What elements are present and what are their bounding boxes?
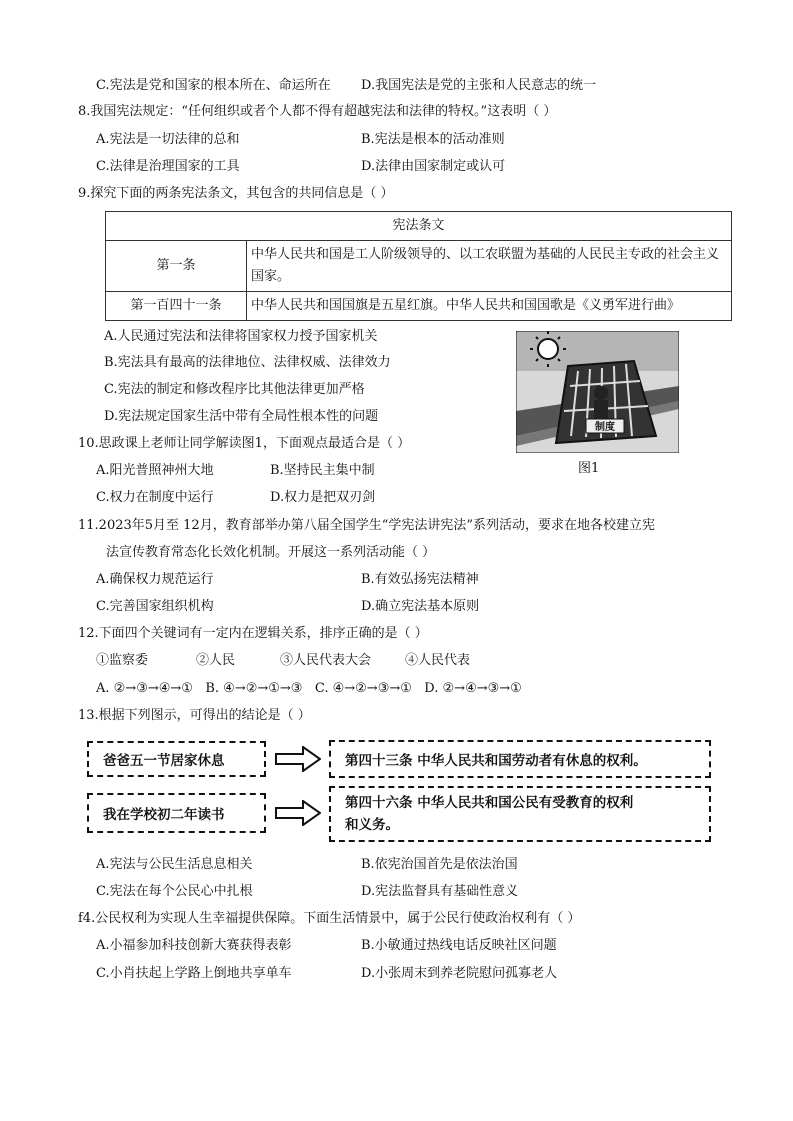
q9-option-b: B.宪法具有最高的法律地位、法律权威、法律效力 bbox=[104, 355, 391, 370]
q13-article-2-text-line1: 第四十六条 中华人民共和国公民有受教育的权利 bbox=[345, 795, 634, 811]
figure-caption: 图1 bbox=[578, 461, 600, 476]
q7-option-c: C.宪法是党和国家的根本所在、命运所在 bbox=[96, 78, 331, 93]
q11-option-c: C.完善国家组织机构 bbox=[96, 599, 214, 614]
q11-option-d: D.确立宪法基本原则 bbox=[361, 599, 480, 614]
q9-stem: 9.探究下面的两条宪法条文，其包含的共同信息是（ ） bbox=[78, 186, 394, 201]
table-cell-text: 中华人民共和国是工人阶级领导的、以工农联盟为基础的人民民主专政的社会主义国家。 bbox=[247, 241, 732, 292]
q12-keyword: ③人民代表大会 bbox=[280, 653, 372, 668]
table-row bbox=[106, 292, 732, 321]
cage-cartoon-image bbox=[516, 331, 679, 453]
q10-option-a: A.阳光普照神州大地 bbox=[96, 463, 214, 478]
q9-option-a: A.人民通过宪法和法律将国家权力授予国家机关 bbox=[104, 329, 378, 344]
q13-scenario-1-text: 爸爸五一节居家休息 bbox=[103, 753, 225, 769]
right-arrow-icon bbox=[275, 746, 321, 772]
q14-stem: f4.公民权利为实现人生幸福提供保障。下面生活情景中，属于公民行使政治权利有（ ） bbox=[78, 911, 581, 926]
q13-stem: 13.根据下列图示，可得出的结论是（ ） bbox=[78, 708, 311, 723]
q10-stem: 10.思政课上老师让同学解读图1，下面观点最适合是（ ） bbox=[78, 436, 411, 451]
q13-scenario-2-text: 我在学校初二年读书 bbox=[103, 807, 225, 823]
q13-option-d: D.宪法监督具有基础性意义 bbox=[361, 884, 519, 899]
q13-scenario-box-2 bbox=[87, 793, 266, 833]
q11-stem-line1: 11.2023年5月至 12月，教育部举办第八届全国学生“学宪法讲宪法”系列活动，要求在地各校建立宪 bbox=[78, 518, 655, 533]
q13-scenario-box-1 bbox=[87, 741, 266, 777]
table-header: 宪法条文 bbox=[106, 212, 732, 241]
q11-option-b: B.有效弘扬宪法精神 bbox=[361, 572, 479, 587]
q8-stem: 8.我国宪法规定：“任何组织或者个人都不得有超越宪法和法律的特权。”这表明（ ） bbox=[78, 104, 557, 119]
table-cell-article: 第一条 bbox=[106, 241, 247, 292]
q12-keyword: ②人民 bbox=[196, 653, 236, 668]
q14-option-a: A.小福参加科技创新大赛获得表彰 bbox=[96, 938, 292, 953]
q13-article-box-2 bbox=[329, 786, 711, 842]
q12-keyword: ④人民代表 bbox=[405, 653, 471, 668]
q11-stem-line2: 法宣传教育常态化长效化机制。开展这一系列活动能（ ） bbox=[106, 545, 436, 560]
q13-article-1-text: 第四十三条 中华人民共和国劳动者有休息的权利。 bbox=[345, 753, 647, 769]
q13-option-a: A.宪法与公民生活息息相关 bbox=[96, 857, 253, 872]
q11-option-a: A.确保权力规范运行 bbox=[96, 572, 214, 587]
constitution-table bbox=[105, 211, 732, 321]
q13-article-2-text-line2: 和义务。 bbox=[345, 817, 399, 833]
q9-option-d: D.宪法规定国家生活中带有全局性根本性的问题 bbox=[104, 409, 379, 424]
q10-option-c: C.权力在制度中运行 bbox=[96, 490, 214, 505]
q9-option-c: C.宪法的制定和修改程序比其他法律更加严格 bbox=[104, 382, 365, 397]
q8-option-b: B.宪法是根本的活动准则 bbox=[361, 132, 505, 147]
q12-options: A. ②→③→④→① B. ④→②→①→③ C. ④→②→③→① D. ②→④→③→① bbox=[96, 681, 522, 696]
q12-stem: 12.下面四个关键词有一定内在逻辑关系，排序正确的是（ ） bbox=[78, 626, 428, 641]
table-row bbox=[106, 241, 732, 292]
q14-option-c: C.小肖扶起上学路上倒地共享单车 bbox=[96, 966, 292, 981]
table-cell-text: 中华人民共和国国旗是五星红旗。中华人民共和国国歌是《义勇军进行曲》 bbox=[247, 292, 732, 321]
q12-keyword: ①监察委 bbox=[96, 653, 149, 668]
right-arrow-icon bbox=[275, 800, 321, 826]
q13-option-b: B.依宪治国首先是依法治国 bbox=[361, 857, 518, 872]
q8-option-c: C.法律是治理国家的工具 bbox=[96, 159, 240, 174]
q10-option-d: D.权力是把双刃剑 bbox=[270, 490, 376, 505]
cage-label: 制度 bbox=[595, 422, 615, 433]
q10-option-b: B.坚持民主集中制 bbox=[270, 463, 375, 478]
q13-article-box-1 bbox=[329, 740, 711, 778]
q13-option-c: C.宪法在每个公民心中扎根 bbox=[96, 884, 253, 899]
q14-option-d: D.小张周末到养老院慰问孤寡老人 bbox=[361, 966, 558, 981]
q7-option-d: D.我国宪法是党的主张和人民意志的统一 bbox=[361, 78, 597, 93]
q14-option-b: B.小敏通过热线电话反映社区问题 bbox=[361, 938, 557, 953]
q8-option-d: D.法律由国家制定或认可 bbox=[361, 159, 506, 174]
table-cell-article: 第一百四十一条 bbox=[106, 292, 247, 321]
q8-option-a: A.宪法是一切法律的总和 bbox=[96, 132, 240, 147]
